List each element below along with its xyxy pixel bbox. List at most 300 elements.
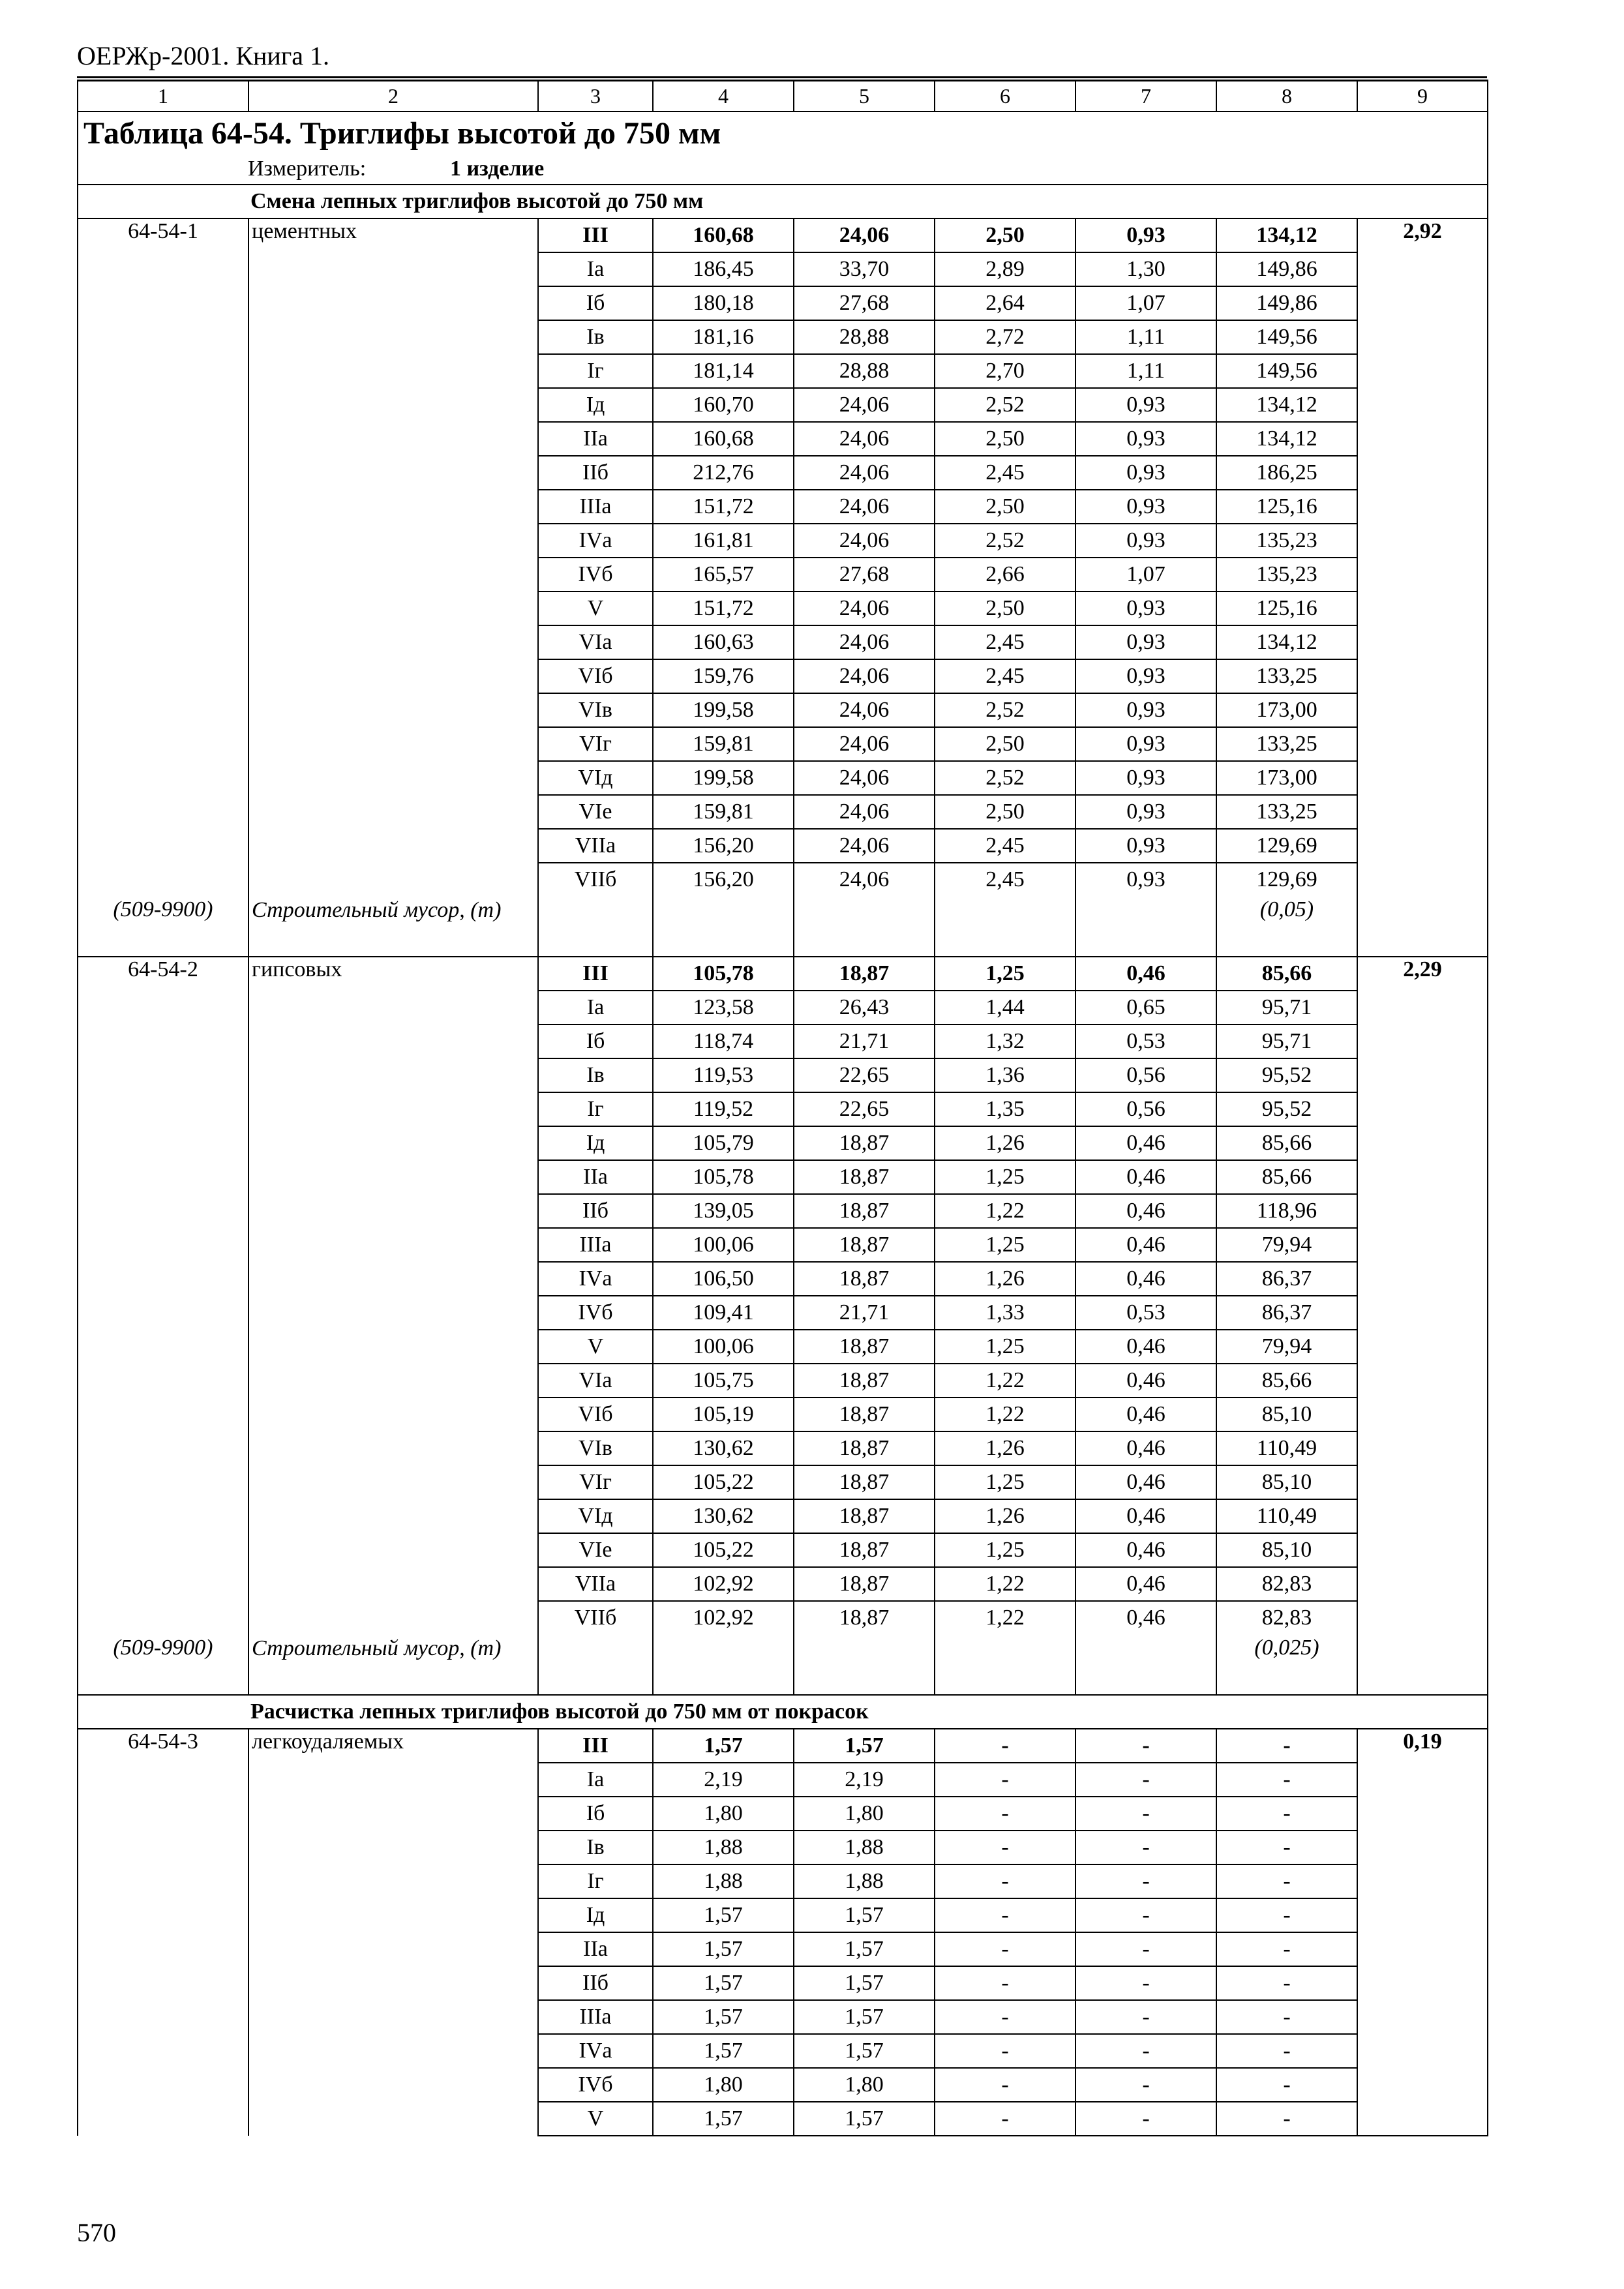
- value-cell: 1,88: [794, 1864, 935, 1898]
- empty-cell: [248, 252, 538, 286]
- empty-cell: [78, 558, 248, 591]
- value-cell: 18,87: [794, 1431, 935, 1465]
- value-cell: 1,35: [935, 1092, 1075, 1126]
- value-cell: 165,57: [653, 558, 794, 591]
- value-cell: 2,50: [935, 422, 1075, 456]
- value-cell: 1,36: [935, 1058, 1075, 1092]
- territorial-zone: IVа: [538, 1262, 653, 1296]
- territorial-zone: Iв: [538, 1831, 653, 1864]
- territorial-zone: VIIб: [538, 863, 653, 896]
- value-cell: 85,10: [1216, 1533, 1357, 1567]
- value-cell: 149,86: [1216, 252, 1357, 286]
- empty-cell: [78, 320, 248, 354]
- table-row: [78, 1194, 1488, 1228]
- table-row: [78, 863, 1488, 896]
- empty-cell: [78, 659, 248, 693]
- territorial-zone: Iд: [538, 1898, 653, 1932]
- value-cell: 0,93: [1075, 388, 1216, 422]
- value-cell: 0,46: [1075, 1194, 1216, 1228]
- table-row: [78, 1058, 1488, 1092]
- table-row: [78, 422, 1488, 456]
- value-cell: 18,87: [794, 1228, 935, 1262]
- empty-cell: [78, 286, 248, 320]
- value-cell: -: [1216, 1763, 1357, 1797]
- value-cell: 0,46: [1075, 957, 1216, 991]
- table-row: [78, 1160, 1488, 1194]
- territorial-zone: Iв: [538, 320, 653, 354]
- empty-cell: [248, 659, 538, 693]
- empty-cell: [78, 1533, 248, 1567]
- table-row: [78, 957, 1488, 991]
- territorial-zone: Iб: [538, 1797, 653, 1831]
- empty-cell: [248, 829, 538, 863]
- value-cell: 2,52: [935, 761, 1075, 795]
- value-cell: 1,11: [1075, 320, 1216, 354]
- table-row: [78, 558, 1488, 591]
- value-cell: 133,25: [1216, 659, 1357, 693]
- table-row: [78, 1465, 1488, 1499]
- value-cell: -: [935, 1763, 1075, 1797]
- empty-cell: [78, 524, 248, 558]
- value-cell: -: [935, 2034, 1075, 2068]
- debris-value: (0,05): [1216, 896, 1357, 957]
- territorial-zone: IIб: [538, 1966, 653, 2000]
- empty-cell: [248, 1601, 538, 1634]
- value-cell: 1,25: [935, 1160, 1075, 1194]
- section-title-row: [78, 185, 1488, 218]
- rate-code: 64-54-2: [78, 957, 248, 991]
- value-cell: 160,70: [653, 388, 794, 422]
- value-cell: 139,05: [653, 1194, 794, 1228]
- value-cell: 109,41: [653, 1296, 794, 1330]
- empty-cell: [78, 2068, 248, 2102]
- empty-cell: [78, 863, 248, 896]
- value-cell: 134,12: [1216, 218, 1357, 252]
- value-cell: 22,65: [794, 1092, 935, 1126]
- territorial-zone: IIб: [538, 1194, 653, 1228]
- value-cell: 1,33: [935, 1296, 1075, 1330]
- section-title-row: [78, 1695, 1488, 1729]
- value-cell: 181,16: [653, 320, 794, 354]
- empty-cell: [653, 896, 794, 957]
- empty-cell: [248, 286, 538, 320]
- table-row: [78, 625, 1488, 659]
- empty-cell: [78, 1160, 248, 1194]
- value-cell: 85,10: [1216, 1398, 1357, 1431]
- territorial-zone: V: [538, 1330, 653, 1364]
- value-cell: -: [935, 1797, 1075, 1831]
- value-cell: -: [1075, 1729, 1216, 1763]
- value-cell: 0,93: [1075, 591, 1216, 625]
- empty-cell: [248, 490, 538, 524]
- measure-value: 1 изделие: [450, 157, 545, 181]
- value-cell: 86,37: [1216, 1296, 1357, 1330]
- territorial-zone: VIе: [538, 1533, 653, 1567]
- value-cell: 1,88: [653, 1831, 794, 1864]
- value-cell: 95,52: [1216, 1092, 1357, 1126]
- value-cell: -: [1075, 2000, 1216, 2034]
- value-cell: 1,26: [935, 1431, 1075, 1465]
- value-cell: -: [935, 2102, 1075, 2136]
- value-cell: 1,07: [1075, 558, 1216, 591]
- value-cell: 24,06: [794, 829, 935, 863]
- value-cell: 27,68: [794, 286, 935, 320]
- table-row: [78, 693, 1488, 727]
- table-row: [78, 1601, 1488, 1634]
- value-cell: 149,56: [1216, 354, 1357, 388]
- empty-cell: [248, 388, 538, 422]
- value-cell: 2,50: [935, 727, 1075, 761]
- value-cell: -: [1075, 2034, 1216, 2068]
- empty-cell: [78, 1330, 248, 1364]
- empty-cell: [248, 1431, 538, 1465]
- value-cell: 110,49: [1216, 1431, 1357, 1465]
- empty-cell: [78, 1296, 248, 1330]
- value-cell: 1,88: [653, 1864, 794, 1898]
- value-cell: 1,22: [935, 1364, 1075, 1398]
- value-cell: 18,87: [794, 1567, 935, 1601]
- value-cell: 1,22: [935, 1398, 1075, 1431]
- value-cell: 18,87: [794, 1601, 935, 1634]
- value-cell: -: [1216, 1729, 1357, 1763]
- empty-cell: [248, 625, 538, 659]
- value-cell: 160,63: [653, 625, 794, 659]
- empty-cell: [248, 1465, 538, 1499]
- empty-cell: [78, 1398, 248, 1431]
- value-cell: 1,26: [935, 1499, 1075, 1533]
- rates-table: [77, 80, 1488, 2136]
- empty-cell: [935, 896, 1075, 957]
- territorial-zone: VIд: [538, 761, 653, 795]
- empty-cell: [248, 1364, 538, 1398]
- table-row: [78, 591, 1488, 625]
- empty-cell: [248, 591, 538, 625]
- column-number-row: [78, 80, 1488, 112]
- empty-cell: [248, 1398, 538, 1431]
- value-cell: 0,46: [1075, 1601, 1216, 1634]
- value-cell: 102,92: [653, 1601, 794, 1634]
- value-cell: 118,96: [1216, 1194, 1357, 1228]
- value-cell: 24,06: [794, 218, 935, 252]
- value-cell: 0,93: [1075, 659, 1216, 693]
- value-cell: 1,25: [935, 1465, 1075, 1499]
- value-cell: 102,92: [653, 1567, 794, 1601]
- value-cell: 18,87: [794, 1330, 935, 1364]
- territorial-zone: IIб: [538, 456, 653, 490]
- empty-cell: [248, 2000, 538, 2034]
- empty-cell: [248, 1533, 538, 1567]
- territorial-zone: VIа: [538, 1364, 653, 1398]
- value-cell: 85,66: [1216, 1160, 1357, 1194]
- empty-cell: [248, 693, 538, 727]
- value-cell: -: [1216, 1831, 1357, 1864]
- value-cell: 129,69: [1216, 863, 1357, 896]
- value-cell: 27,68: [794, 558, 935, 591]
- value-cell: 105,78: [653, 1160, 794, 1194]
- table-title: Таблица 64-54. Триглифы высотой до 750 мм: [78, 112, 1488, 154]
- value-cell: 110,49: [1216, 1499, 1357, 1533]
- empty-cell: [653, 1634, 794, 1695]
- value-cell: 24,06: [794, 422, 935, 456]
- value-cell: 1,57: [794, 2000, 935, 2034]
- value-cell: 79,94: [1216, 1330, 1357, 1364]
- empty-cell: [78, 1058, 248, 1092]
- territorial-zone: Iа: [538, 252, 653, 286]
- value-cell: 0,46: [1075, 1126, 1216, 1160]
- table-row: [78, 2000, 1488, 2034]
- column-number: 1: [78, 80, 248, 112]
- empty-cell: [78, 625, 248, 659]
- table-row: [78, 991, 1488, 1025]
- table-row: [78, 1296, 1488, 1330]
- value-cell: 0,93: [1075, 422, 1216, 456]
- column-number: 4: [653, 80, 794, 112]
- value-cell: -: [1075, 2102, 1216, 2136]
- territorial-zone: IIа: [538, 1932, 653, 1966]
- table-row: [78, 1533, 1488, 1567]
- empty-cell: [794, 896, 935, 957]
- value-cell: 1,57: [794, 2034, 935, 2068]
- value-cell: 1,57: [794, 1966, 935, 2000]
- value-cell: 1,57: [794, 2102, 935, 2136]
- value-cell: 123,58: [653, 991, 794, 1025]
- debris-code: (509-9900): [78, 896, 248, 957]
- value-cell: 2,50: [935, 591, 1075, 625]
- empty-cell: [248, 1567, 538, 1601]
- value-cell: 0,46: [1075, 1228, 1216, 1262]
- rate-name: цементных: [248, 218, 538, 252]
- column-number: 9: [1357, 80, 1488, 112]
- value-cell: 1,25: [935, 1533, 1075, 1567]
- value-cell: 180,18: [653, 286, 794, 320]
- value-cell: 100,06: [653, 1330, 794, 1364]
- value-cell: 0,56: [1075, 1092, 1216, 1126]
- value-cell: -: [935, 2000, 1075, 2034]
- value-cell: 2,70: [935, 354, 1075, 388]
- territorial-zone: VIIа: [538, 829, 653, 863]
- table-row: [78, 829, 1488, 863]
- empty-cell: [78, 252, 248, 286]
- empty-cell: [78, 1966, 248, 2000]
- value-cell: 0,53: [1075, 1025, 1216, 1058]
- value-cell: 181,14: [653, 354, 794, 388]
- territorial-zone: Iд: [538, 1126, 653, 1160]
- labor-cost: 0,19: [1357, 1729, 1488, 2136]
- value-cell: 1,11: [1075, 354, 1216, 388]
- empty-cell: [78, 1228, 248, 1262]
- table-row: [78, 761, 1488, 795]
- value-cell: 2,52: [935, 693, 1075, 727]
- section-title-cell: [78, 1695, 1488, 1729]
- value-cell: 24,06: [794, 693, 935, 727]
- value-cell: 2,45: [935, 625, 1075, 659]
- value-cell: 0,93: [1075, 524, 1216, 558]
- value-cell: -: [935, 1864, 1075, 1898]
- value-cell: 105,75: [653, 1364, 794, 1398]
- value-cell: 95,71: [1216, 1025, 1357, 1058]
- table-row: [78, 286, 1488, 320]
- territorial-zone: V: [538, 2102, 653, 2136]
- value-cell: 28,88: [794, 354, 935, 388]
- value-cell: 85,66: [1216, 1364, 1357, 1398]
- table-row: [78, 1364, 1488, 1398]
- value-cell: 24,06: [794, 456, 935, 490]
- column-number: 8: [1216, 80, 1357, 112]
- empty-cell: [248, 1228, 538, 1262]
- value-cell: 151,72: [653, 591, 794, 625]
- value-cell: 1,57: [653, 1898, 794, 1932]
- value-cell: 22,65: [794, 1058, 935, 1092]
- table-row: [78, 1831, 1488, 1864]
- section-title: Расчистка лепных триглифов высотой до 750 мм от покрасок: [250, 1699, 869, 1724]
- value-cell: 2,45: [935, 456, 1075, 490]
- table-row: [78, 1431, 1488, 1465]
- empty-cell: [248, 1296, 538, 1330]
- territorial-zone: Iб: [538, 286, 653, 320]
- value-cell: 1,57: [653, 1932, 794, 1966]
- empty-cell: [248, 1092, 538, 1126]
- value-cell: 149,86: [1216, 286, 1357, 320]
- value-cell: -: [1216, 1864, 1357, 1898]
- empty-cell: [248, 1330, 538, 1364]
- value-cell: 105,19: [653, 1398, 794, 1431]
- empty-cell: [78, 1567, 248, 1601]
- value-cell: -: [935, 1966, 1075, 2000]
- value-cell: 18,87: [794, 1194, 935, 1228]
- table-row: [78, 2034, 1488, 2068]
- value-cell: 24,06: [794, 490, 935, 524]
- value-cell: 1,26: [935, 1262, 1075, 1296]
- empty-cell: [78, 1763, 248, 1797]
- value-cell: 125,16: [1216, 591, 1357, 625]
- value-cell: 24,06: [794, 727, 935, 761]
- value-cell: 24,06: [794, 524, 935, 558]
- value-cell: 85,66: [1216, 1126, 1357, 1160]
- territorial-zone: III: [538, 218, 653, 252]
- value-cell: 156,20: [653, 829, 794, 863]
- table-row: [78, 1898, 1488, 1932]
- table-row: [78, 1966, 1488, 2000]
- value-cell: 24,06: [794, 761, 935, 795]
- empty-cell: [78, 591, 248, 625]
- empty-cell: [78, 1262, 248, 1296]
- value-cell: 21,71: [794, 1296, 935, 1330]
- value-cell: 199,58: [653, 761, 794, 795]
- table-row: [78, 1228, 1488, 1262]
- labor-cost: 2,92: [1357, 218, 1488, 957]
- empty-cell: [248, 1763, 538, 1797]
- value-cell: 0,93: [1075, 490, 1216, 524]
- value-cell: 1,26: [935, 1126, 1075, 1160]
- value-cell: 105,78: [653, 957, 794, 991]
- rate-name: гипсовых: [248, 957, 538, 991]
- value-cell: 1,25: [935, 1228, 1075, 1262]
- empty-cell: [78, 1465, 248, 1499]
- measure-label: Измеритель:: [248, 157, 367, 181]
- empty-cell: [78, 1025, 248, 1058]
- territorial-zone: VIв: [538, 1431, 653, 1465]
- territorial-zone: VIе: [538, 795, 653, 829]
- value-cell: 2,72: [935, 320, 1075, 354]
- rate-name: легкоудаляемых: [248, 1729, 538, 1763]
- value-cell: 2,64: [935, 286, 1075, 320]
- value-cell: 159,81: [653, 727, 794, 761]
- empty-cell: [78, 2102, 248, 2136]
- value-cell: 173,00: [1216, 693, 1357, 727]
- territorial-zone: III: [538, 1729, 653, 1763]
- value-cell: -: [1075, 1898, 1216, 1932]
- territorial-zone: IVб: [538, 558, 653, 591]
- value-cell: 18,87: [794, 957, 935, 991]
- value-cell: 1,80: [653, 1797, 794, 1831]
- value-cell: -: [935, 1932, 1075, 1966]
- empty-cell: [248, 795, 538, 829]
- value-cell: 18,87: [794, 1364, 935, 1398]
- value-cell: -: [1216, 1932, 1357, 1966]
- empty-cell: [538, 1634, 653, 1695]
- value-cell: 130,62: [653, 1499, 794, 1533]
- table-row: [78, 388, 1488, 422]
- value-cell: 79,94: [1216, 1228, 1357, 1262]
- value-cell: 156,20: [653, 863, 794, 896]
- value-cell: 105,22: [653, 1465, 794, 1499]
- empty-cell: [78, 1864, 248, 1898]
- value-cell: 119,53: [653, 1058, 794, 1092]
- value-cell: 106,50: [653, 1262, 794, 1296]
- territorial-zone: IVб: [538, 2068, 653, 2102]
- empty-cell: [78, 1431, 248, 1465]
- empty-cell: [248, 1932, 538, 1966]
- value-cell: 28,88: [794, 320, 935, 354]
- empty-cell: [248, 1898, 538, 1932]
- value-cell: -: [935, 1898, 1075, 1932]
- value-cell: 159,81: [653, 795, 794, 829]
- empty-cell: [248, 761, 538, 795]
- value-cell: 1,57: [653, 1966, 794, 2000]
- empty-cell: [1075, 1634, 1216, 1695]
- empty-cell: [248, 320, 538, 354]
- empty-cell: [78, 795, 248, 829]
- table-row: [78, 1126, 1488, 1160]
- value-cell: 2,19: [653, 1763, 794, 1797]
- value-cell: 0,93: [1075, 795, 1216, 829]
- territorial-zone: IVб: [538, 1296, 653, 1330]
- value-cell: 1,22: [935, 1601, 1075, 1634]
- empty-cell: [78, 1364, 248, 1398]
- value-cell: 0,46: [1075, 1567, 1216, 1601]
- value-cell: 95,71: [1216, 991, 1357, 1025]
- empty-cell: [78, 693, 248, 727]
- value-cell: 133,25: [1216, 727, 1357, 761]
- territorial-zone: IVа: [538, 2034, 653, 2068]
- value-cell: 2,45: [935, 829, 1075, 863]
- value-cell: 1,80: [794, 2068, 935, 2102]
- value-cell: 1,32: [935, 1025, 1075, 1058]
- empty-cell: [248, 456, 538, 490]
- table-row: [78, 2102, 1488, 2136]
- empty-cell: [248, 727, 538, 761]
- empty-cell: [248, 524, 538, 558]
- empty-cell: [248, 2034, 538, 2068]
- column-number: 6: [935, 80, 1075, 112]
- empty-cell: [78, 422, 248, 456]
- empty-cell: [248, 422, 538, 456]
- section-title-cell: [78, 185, 1488, 218]
- value-cell: 0,46: [1075, 1160, 1216, 1194]
- value-cell: 1,57: [794, 1898, 935, 1932]
- value-cell: 2,50: [935, 490, 1075, 524]
- value-cell: 2,50: [935, 795, 1075, 829]
